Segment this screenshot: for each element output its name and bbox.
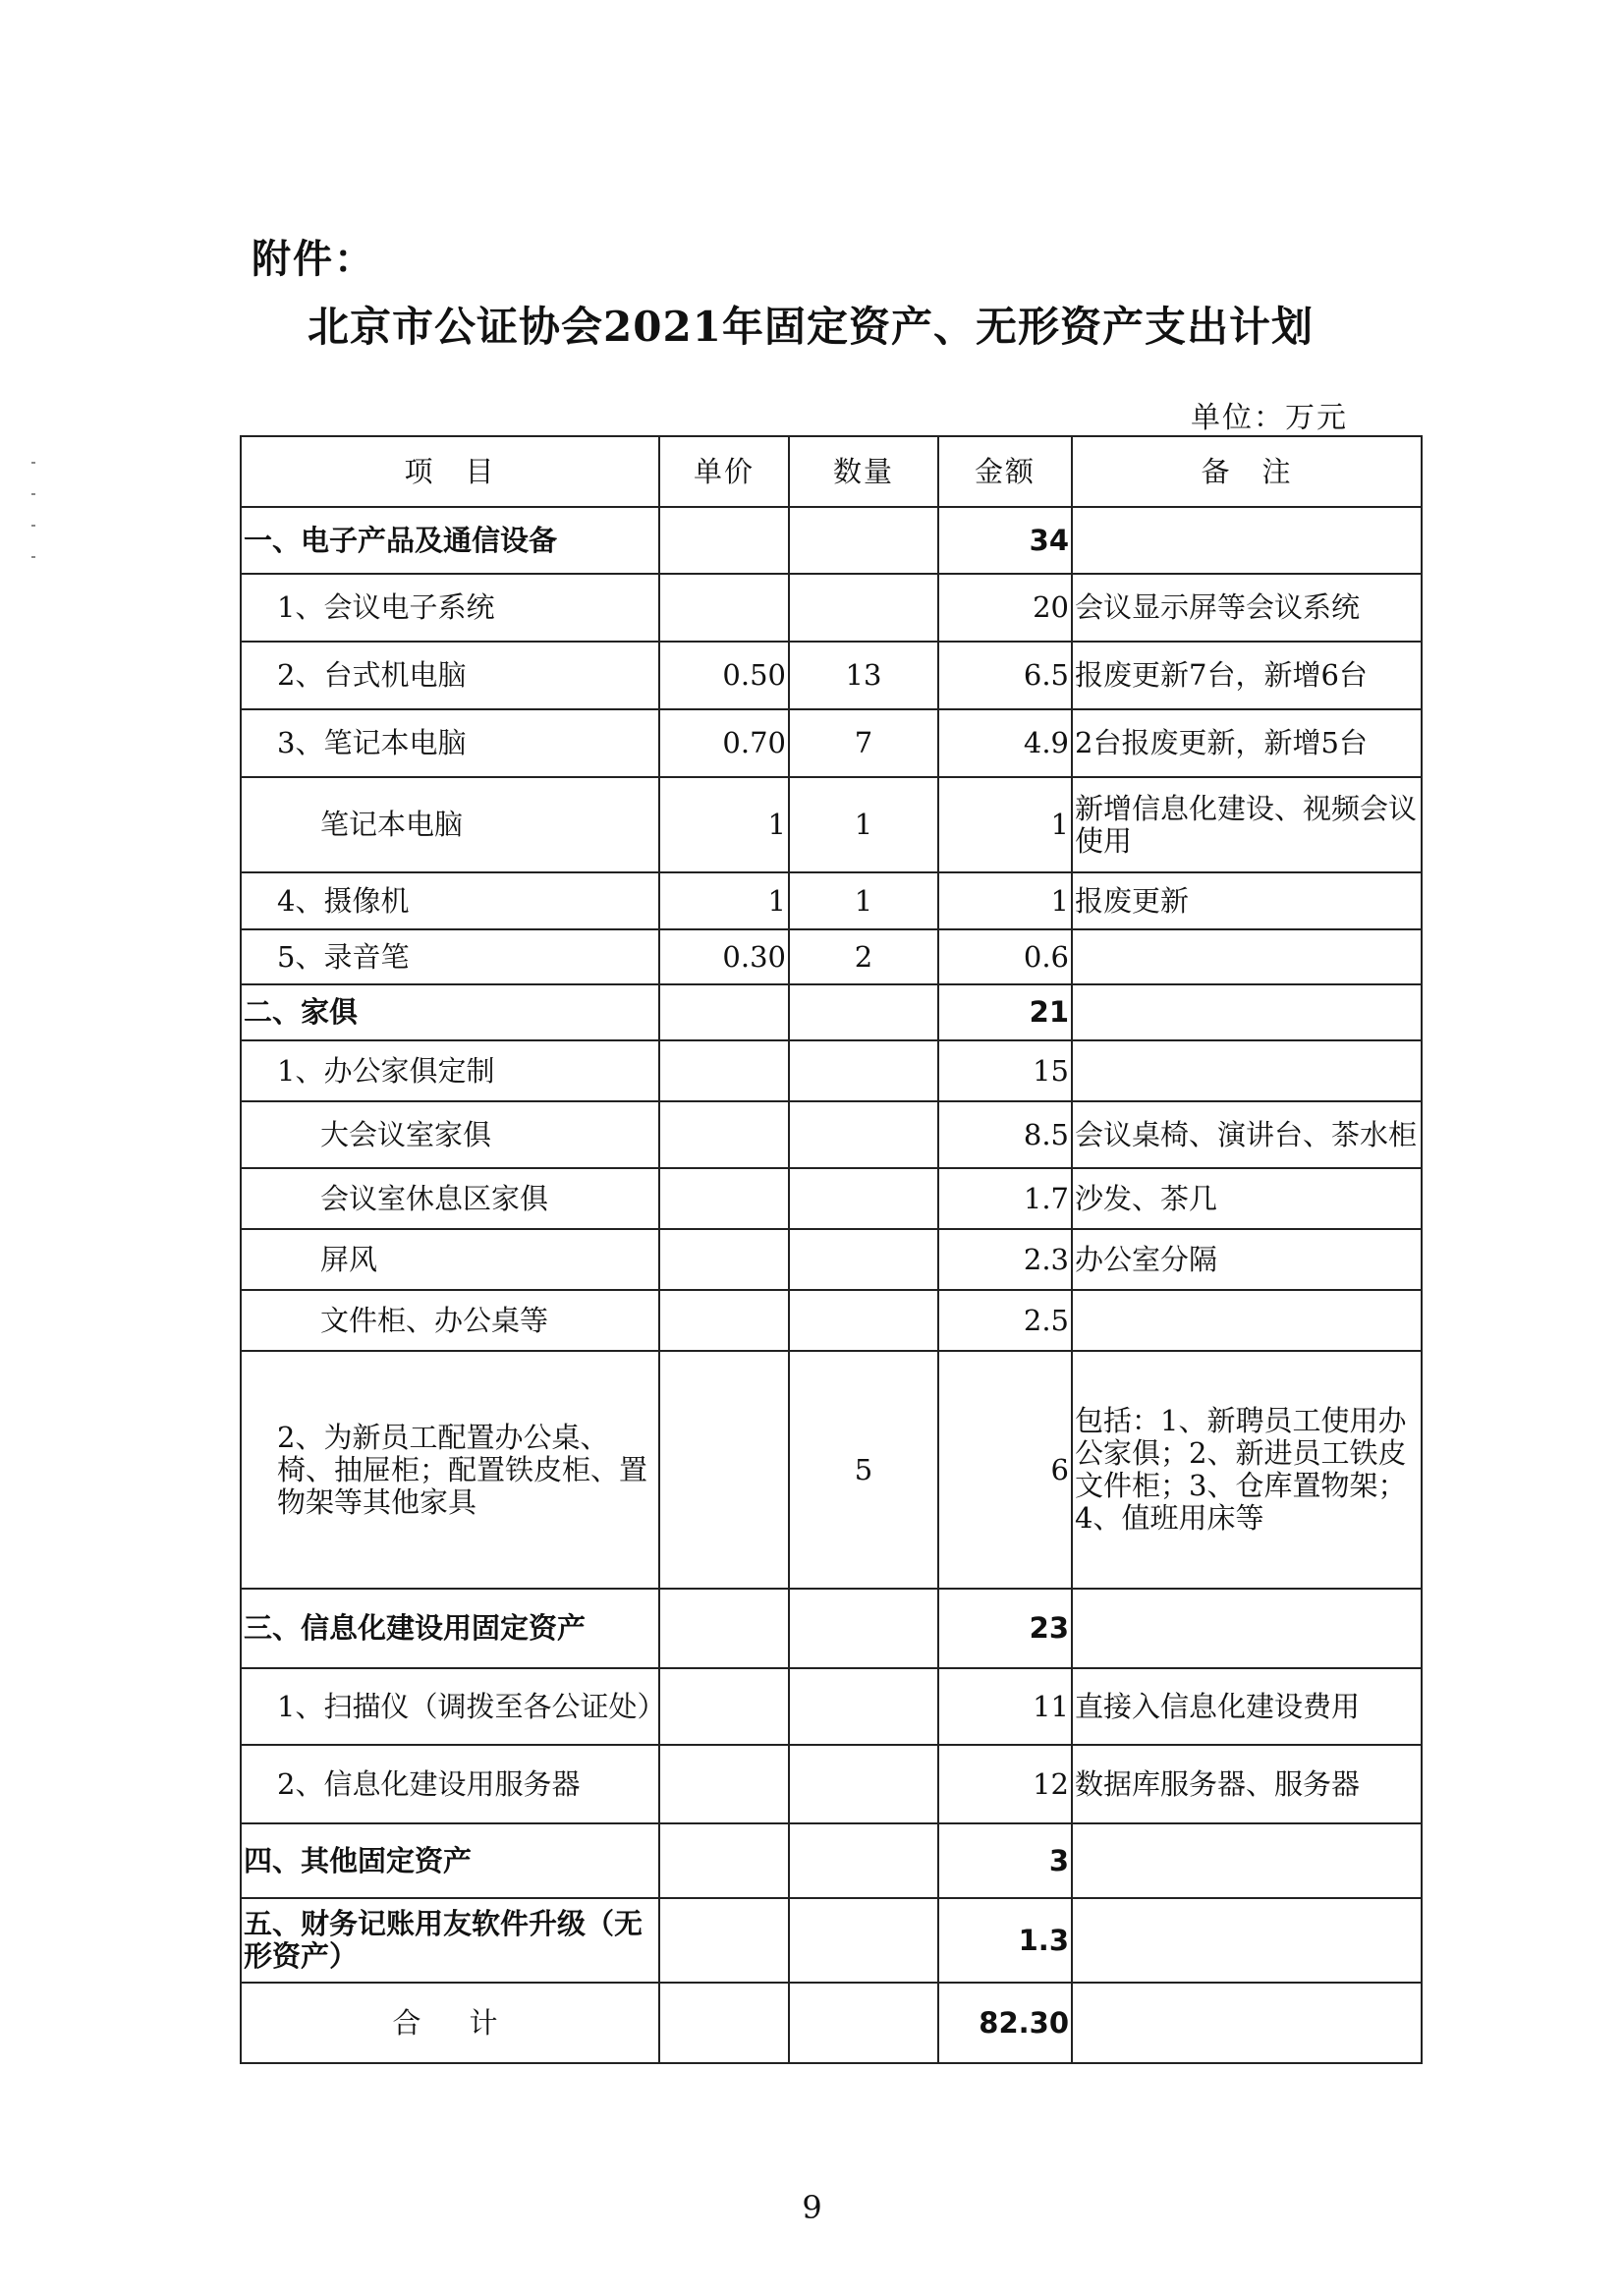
cell-amount: 1.7 (938, 1168, 1072, 1229)
cell-amount: 1 (938, 872, 1072, 929)
table-header-row (241, 436, 1422, 507)
cell-quantity (789, 1168, 938, 1229)
cell-quantity (789, 1983, 938, 2063)
cell-unit-price (659, 1229, 789, 1290)
cell-quantity: 2 (789, 929, 938, 984)
cell-quantity: 7 (789, 709, 938, 777)
table-row (241, 642, 1422, 709)
cell-unit-price (659, 1290, 789, 1351)
cell-quantity (789, 1589, 938, 1668)
cell-item: 四、其他固定资产 (241, 1823, 659, 1898)
table-row (241, 929, 1422, 984)
cell-quantity (789, 1898, 938, 1983)
cell-item: 2、为新员工配置办公桌、椅、抽屉柜；配置铁皮柜、置物架等其他家具 (241, 1351, 659, 1589)
cell-item: 大会议室家俱 (241, 1101, 659, 1168)
cell-note (1072, 1898, 1422, 1983)
cell-unit-price (659, 1668, 789, 1745)
cell-amount: 4.9 (938, 709, 1072, 777)
cell-quantity (789, 574, 938, 642)
cell-unit-price (659, 1983, 789, 2063)
table-row (241, 574, 1422, 642)
cell-quantity: 1 (789, 777, 938, 872)
table-row (241, 777, 1422, 872)
cell-amount: 20 (938, 574, 1072, 642)
cell-quantity (789, 984, 938, 1040)
cell-note: 新增信息化建设、视频会议使用 (1072, 777, 1422, 872)
cell-quantity (789, 1823, 938, 1898)
table-row (241, 1745, 1422, 1823)
table-row (241, 1040, 1422, 1101)
cell-amount: 23 (938, 1589, 1072, 1668)
cell-item: 屏风 (241, 1229, 659, 1290)
cell-item: 3、笔记本电脑 (241, 709, 659, 777)
cell-note (1072, 1040, 1422, 1101)
unit-label: 单位：万元 (1191, 401, 1348, 435)
cell-unit-price (659, 1101, 789, 1168)
cell-note: 沙发、茶几 (1072, 1168, 1422, 1229)
cell-item: 1、扫描仪（调拨至各公证处） (241, 1668, 659, 1745)
cell-note (1072, 1589, 1422, 1668)
cell-amount: 8.5 (938, 1101, 1072, 1168)
column-header-item: 项 目 (241, 436, 659, 507)
cell-amount: 6 (938, 1351, 1072, 1589)
cell-unit-price (659, 1589, 789, 1668)
table-row (241, 1823, 1422, 1898)
cell-amount: 34 (938, 507, 1072, 574)
cell-unit-price (659, 1168, 789, 1229)
document-title: 北京市公证协会2021年固定资产、无形资产支出计划 (308, 303, 1314, 351)
cell-amount: 0.6 (938, 929, 1072, 984)
cell-quantity: 5 (789, 1351, 938, 1589)
cell-item: 会议室休息区家俱 (241, 1168, 659, 1229)
total-row (241, 1983, 1422, 2063)
cell-item: 三、信息化建设用固定资产 (241, 1589, 659, 1668)
cell-note: 数据库服务器、服务器 (1072, 1745, 1422, 1823)
cell-note (1072, 984, 1422, 1040)
cell-note: 会议桌椅、演讲台、茶水柜 (1072, 1101, 1422, 1168)
cell-note: 2台报废更新，新增5台 (1072, 709, 1422, 777)
table-row (241, 1168, 1422, 1229)
cell-unit-price (659, 507, 789, 574)
cell-amount: 6.5 (938, 642, 1072, 709)
scan-artifact (31, 493, 35, 495)
table-row (241, 507, 1422, 574)
cell-note: 直接入信息化建设费用 (1072, 1668, 1422, 1745)
cell-note: 报废更新7台，新增6台 (1072, 642, 1422, 709)
cell-amount: 82.30 (938, 1983, 1072, 2063)
cell-amount: 1 (938, 777, 1072, 872)
cell-item: 4、摄像机 (241, 872, 659, 929)
cell-quantity (789, 1101, 938, 1168)
cell-amount: 2.3 (938, 1229, 1072, 1290)
cell-item: 1、办公家俱定制 (241, 1040, 659, 1101)
column-header-amount: 金额 (938, 436, 1072, 507)
cell-amount: 2.5 (938, 1290, 1072, 1351)
cell-amount: 11 (938, 1668, 1072, 1745)
cell-item: 2、台式机电脑 (241, 642, 659, 709)
cell-item: 二、家俱 (241, 984, 659, 1040)
table-row (241, 1898, 1422, 1983)
cell-item: 2、信息化建设用服务器 (241, 1745, 659, 1823)
scan-artifact (31, 556, 35, 558)
cell-quantity (789, 1745, 938, 1823)
column-header-quantity: 数量 (789, 436, 938, 507)
cell-item: 笔记本电脑 (241, 777, 659, 872)
cell-item: 合 计 (241, 1983, 659, 2063)
cell-note (1072, 1290, 1422, 1351)
cell-quantity (789, 507, 938, 574)
cell-amount: 3 (938, 1823, 1072, 1898)
cell-unit-price: 0.50 (659, 642, 789, 709)
cell-amount: 21 (938, 984, 1072, 1040)
cell-note (1072, 1983, 1422, 2063)
cell-item: 一、电子产品及通信设备 (241, 507, 659, 574)
attachment-label: 附件： (252, 237, 375, 282)
cell-unit-price (659, 1898, 789, 1983)
table-row (241, 1351, 1422, 1589)
table-row (241, 1229, 1422, 1290)
cell-unit-price: 0.30 (659, 929, 789, 984)
table-row (241, 872, 1422, 929)
cell-unit-price: 1 (659, 872, 789, 929)
cell-unit-price (659, 1040, 789, 1101)
cell-note (1072, 1823, 1422, 1898)
cell-unit-price: 0.70 (659, 709, 789, 777)
table-row (241, 984, 1422, 1040)
cell-note: 办公室分隔 (1072, 1229, 1422, 1290)
cell-quantity (789, 1668, 938, 1745)
cell-unit-price (659, 984, 789, 1040)
table-row (241, 1290, 1422, 1351)
cell-quantity (789, 1290, 938, 1351)
expenditure-plan-table (240, 435, 1423, 2064)
table-row (241, 1668, 1422, 1745)
cell-unit-price (659, 1823, 789, 1898)
cell-quantity (789, 1040, 938, 1101)
cell-quantity: 13 (789, 642, 938, 709)
column-header-note: 备 注 (1072, 436, 1422, 507)
column-header-unit-price: 单价 (659, 436, 789, 507)
cell-unit-price (659, 1745, 789, 1823)
cell-note (1072, 929, 1422, 984)
cell-note: 报废更新 (1072, 872, 1422, 929)
table-row (241, 709, 1422, 777)
cell-item: 五、财务记账用友软件升级（无形资产） (241, 1898, 659, 1983)
cell-amount: 1.3 (938, 1898, 1072, 1983)
table-row (241, 1589, 1422, 1668)
cell-quantity: 1 (789, 872, 938, 929)
page-number: 9 (802, 2189, 822, 2226)
cell-item: 文件柜、办公桌等 (241, 1290, 659, 1351)
cell-note (1072, 507, 1422, 574)
cell-note: 包括：1、新聘员工使用办公家俱；2、新进员工铁皮文件柜；3、仓库置物架；4、值班用床等 (1072, 1351, 1422, 1589)
cell-item: 1、会议电子系统 (241, 574, 659, 642)
scan-artifact (31, 462, 35, 464)
scan-artifact (31, 525, 35, 527)
cell-item: 5、录音笔 (241, 929, 659, 984)
cell-note: 会议显示屏等会议系统 (1072, 574, 1422, 642)
cell-amount: 12 (938, 1745, 1072, 1823)
table-body (241, 507, 1422, 2063)
table-row (241, 1101, 1422, 1168)
cell-unit-price (659, 1351, 789, 1589)
cell-amount: 15 (938, 1040, 1072, 1101)
cell-quantity (789, 1229, 938, 1290)
cell-unit-price: 1 (659, 777, 789, 872)
cell-unit-price (659, 574, 789, 642)
